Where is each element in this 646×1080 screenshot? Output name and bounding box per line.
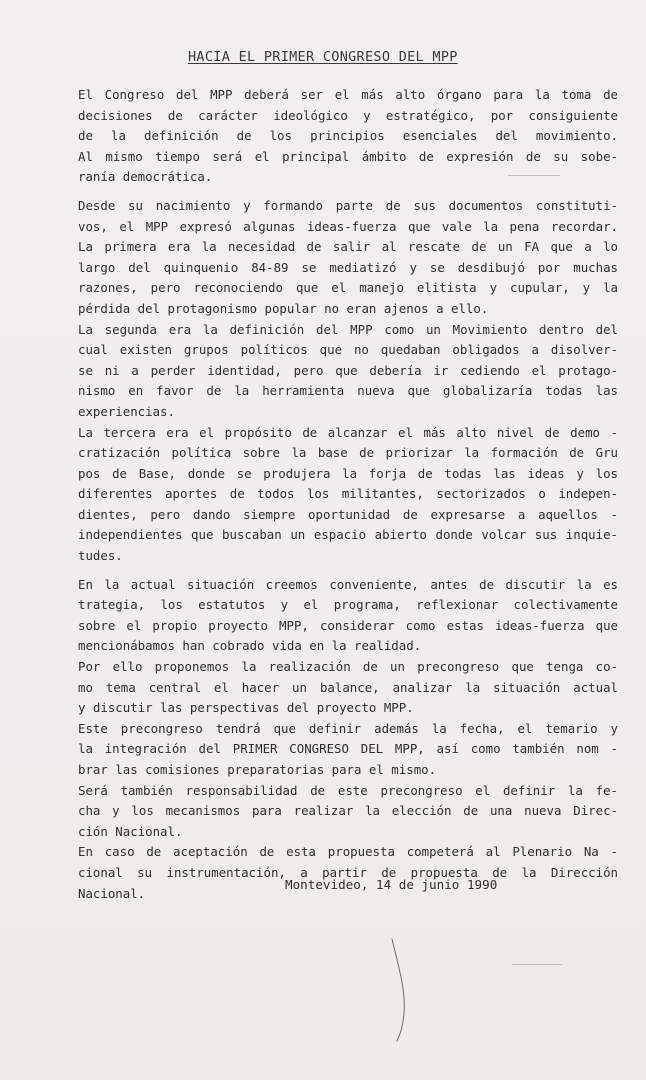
signature-stroke: [380, 935, 420, 1045]
text-line: Será también responsabilidad de este precongreso el definir la fe-: [78, 782, 618, 798]
text-line: dientes, pero dando siempre oportunidad de expresarse a aquellos -: [78, 506, 618, 522]
text-line: mencionábamos han cobrado vida en la realidad.: [78, 638, 422, 654]
text-line: cha y los mecanismos para realizar la elección de una nueva Direc-: [78, 803, 618, 819]
text-line: la integración del PRIMER CONGRESO DEL MPP, así como también nom -: [78, 741, 618, 757]
text-line: tudes.: [78, 548, 123, 564]
paragraph-spacer: [78, 567, 618, 575]
text-line: El Congreso del MPP deberá ser el más alto órgano para la toma de: [78, 87, 618, 102]
text-line: trategia, los estatutos y el programa, reflexionar colectivamente: [78, 597, 618, 613]
text-line: ción Nacional.: [78, 823, 183, 839]
text-line: decisiones de carácter ideológico y estratégico, por consiguiente: [78, 107, 618, 123]
text-line: Desde su nacimiento y formando parte de sus documentos constituti-: [78, 197, 618, 213]
text-line: Por ello proponemos la realización de un precongreso que tenga co-: [78, 659, 618, 675]
paragraph-spacer: [78, 188, 618, 196]
text-line: independientes que buscaban un espacio abierto donde volcar sus inquie-: [78, 527, 618, 543]
text-line: diferentes aportes de todos los militantes, sectorizados o indepen-: [78, 486, 618, 502]
text-line: experiencias.: [78, 403, 175, 419]
text-line: brar las comisiones preparatorias para el mismo.: [78, 762, 437, 777]
text-line: cual existen grupos políticos que no quedaban obligados a disolver-: [78, 342, 618, 358]
text-line: Nacional.: [78, 885, 146, 901]
text-line: La segunda era la definición del MPP como un Movimiento dentro del: [78, 321, 618, 337]
place-date: Montevideo, 14 de junio 1990: [285, 877, 498, 892]
text-line: cratización política sobre la base de priorizar la formación de Gru: [78, 445, 618, 461]
scan-mark: [508, 175, 560, 176]
text-line: La primera era la necesidad de salir al rescate de un FA que a lo: [78, 239, 618, 255]
text-line: y discutir las perspectivas del proyecto MPP.: [78, 700, 414, 716]
paragraph-3: [78, 575, 618, 905]
text-line: largo del quinquenio 84-89 se mediatizó y se desdibujó por muchas: [78, 259, 618, 275]
text-line: se ni a perder identidad, pero que debería ir cediendo el protago-: [78, 362, 618, 378]
text-line: nismo en favor de la herramienta nueva que globalizaría todas las: [78, 383, 618, 399]
paragraph-1: [78, 85, 618, 188]
document-title: HACIA EL PRIMER CONGRESO DEL MPP: [188, 49, 458, 65]
text-line: razones, pero reconociendo que el manejo elitista y cupular, y la: [78, 280, 618, 296]
text-line: En la actual situación creemos conveniente, antes de discutir la es: [78, 576, 618, 592]
text-line: vos, el MPP expresó algunas ideas-fuerza que vale la pena recordar.: [78, 218, 618, 234]
text-line: pos de Base, donde se produjera la forja de todas las ideas y los: [78, 465, 618, 481]
text-line: mo tema central el hacer un balance, analizar la situación actual: [78, 679, 618, 695]
text-line: En caso de aceptación de esta propuesta competerá al Plenario Na -: [78, 844, 618, 860]
text-line: pérdida del protagonismo popular no eran ajenos a ello.: [78, 300, 489, 316]
text-line: La tercera era el propósito de alcanzar el más alto nivel de demo -: [78, 424, 618, 440]
text-line: ranía democrática.: [78, 169, 213, 185]
text-line: sobre el propio proyecto MPP, considerar como estas ideas-fuerza que: [78, 617, 618, 633]
text-line: Este precongreso tendrá que definir además la fecha, el temario y: [78, 720, 618, 736]
scan-mark: [512, 964, 562, 965]
document-body: [78, 85, 618, 904]
paragraph-2: [78, 196, 618, 567]
text-line: de la definición de los principios esenciales del movimiento.: [78, 128, 618, 144]
text-line: Al mismo tiempo será el principal ámbito de expresión de su sobe-: [78, 148, 618, 164]
text-line: cional su instrumentación, a partir de propuesta de la Dirección: [78, 864, 618, 880]
